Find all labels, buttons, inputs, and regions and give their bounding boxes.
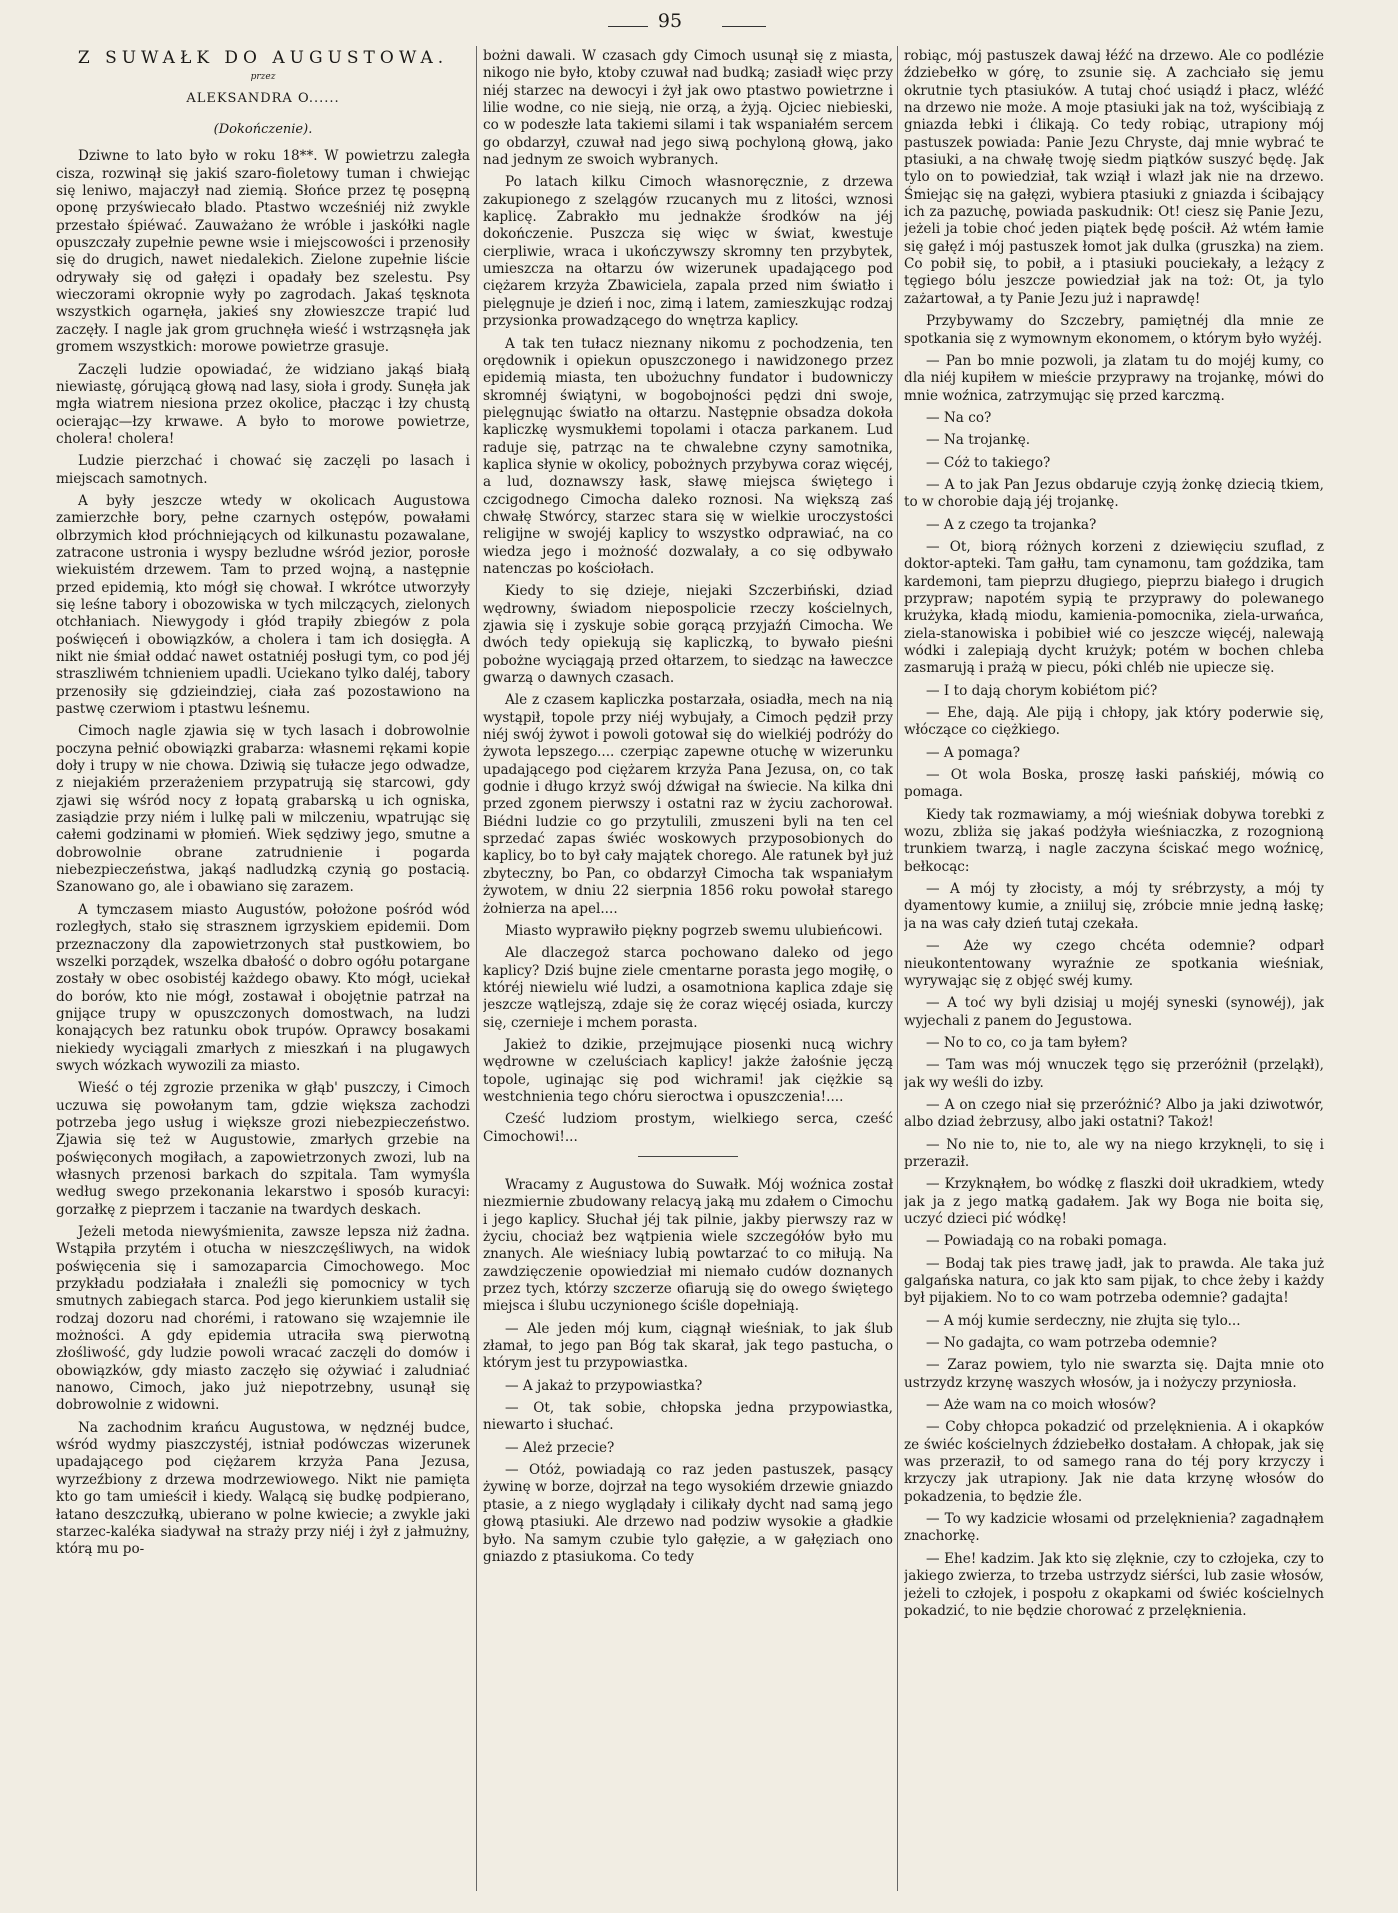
paragraph: Zaczęli ludzie opowiadać, że widziano jakąś białą niewiastę, górującą głową nad lasy, sioła i grody. Sunęła jak mgła wiatrem niesiona przez okolice, płacząc i łzy chustą ocierając—łzy krwawe. A było to morowe powietrze, cholera! cholera! xyxy=(56,361,470,447)
paragraph: — Na co? xyxy=(926,409,992,426)
paragraph: — Powiadają co na robaki pomaga. xyxy=(926,1233,1167,1250)
paragraph: — Pan bo mnie pozwoli, ja zlatam tu do mojéj kumy, co dla niéj kupiłem w mieście przyprawy na trojankę, mówi do mnie woźnica, zatrzymując się przed karczmą. xyxy=(904,352,1324,404)
paragraph: — Bodaj tak pies trawę jadł, jak to prawda. Ale taka już galgańska natura, co jak kto sam pijak, to chce żeby i każdy był pijakiem. No to co wam potrzeba odemnie? gadajta! xyxy=(904,1255,1324,1307)
paragraph: A były jeszcze wtedy w okolicach Augustowa zamierzchłe bory, pełne czarnych ostępów, powałami olbrzymich kłod próchniejących od kilkunastu pozawalane, zatracone ustronia i wyspy bezludne wśród jezior, porosłe wiekuistém drzewem. Tam to przed wojną, a następnie przed epidemią, kto mógł się chował. I wkrótce utworzyły się leśne tabory i obozowiska w tych milczących, zielonych otchłaniach. Niewygody i głód trapiły zbiegów z pola poświęceń i obowiązków, a cholera i tam ich dosięgła. A nikt nie śmiał oddać nawet ostatniéj posługi tym, co pod jéj straszliwém tchnieniem upadli. Uciekano tylko daléj, tabory przenosiły się gdzieindziej, ciała zaś pozostawiono na pastwę czerwiom i ptastwu leśnemu. xyxy=(56,492,470,718)
paragraph: Kiedy to się dzieje, niejaki Szczerbiński, dziad wędrowny, świadom niepospolicie rzeczy kościelnych, zjawia się i zyskuje sobie gorącą przyjaźń Cimocha. We dwóch tedy opiekują się kapliczką, to bywało pieśni pobożne wyciągają przed ołtarzem, to siedząc na ławeczce gwarzą o dawnych czasach. xyxy=(483,583,893,687)
paragraph: — A z czego ta trojanka? xyxy=(926,516,1097,533)
paragraph: — Ot, biorą różnych korzeni z dziewięciu szuflad, z doktor-apteki. Tam gałłu, tam cynamonu, tam goździka, tam kardemoni, tam pieprzu długiego, pieprzu białego i drugich przypraw; napotém sypią te przyprawy do polewanego krużyka, kładą miodu, kamienia-pomocnika, ziela-urwańca, ziela-stanowiska i pobibieł wié co jeszcze więcéj, nalewają wódki i zalepiają dycht krużyk; potém w bochen chleba zasmarują i prażą w piecu, póki chléb nie upiecze się. xyxy=(904,538,1324,677)
paragraph: — I to dają chorym kobiétom pić? xyxy=(926,682,1158,699)
column-1 xyxy=(56,48,470,1883)
paragraph: — Ot wola Boska, proszę łaski pańskiéj, mówią co pomaga. xyxy=(904,767,1324,801)
column-3 xyxy=(904,48,1324,1883)
paragraph: — A mój ty złocisty, a mój ty srébrzysty, a mój ty dyamentowy kumie, a zniiluj się, zróbcie mnie jedną łaskę; ja na was cały dzień tutaj czekała. xyxy=(904,881,1324,932)
paragraph: Jakież to dzikie, przejmujące piosenki nucą wichry wędrowne w czeluściach kaplicy! jakże żałośnie jęczą topole, uginając się pod wichrami! jak ciężkie są westchnienia tego chóru sieroctwa i opuszczenia!.... xyxy=(483,1036,893,1105)
paragraph: Na zachodnim krańcu Augustowa, w nędznéj budce, wśród wydmy piaszczystéj, istniał podówczas wizerunek upadającego pod ciężarem krzyża Pana Jezusa, wyrzeźbiony z drzewa modrzewiowego. Nikt nie pamięta kto go tam umieścił i kiedy. Walącą się budkę podpierano, łatano deszczułką, ubierano w polne kwiecie; a zwykle jaki starzec-kaléka siadywał na straży przy niéj i żył z jałmużny, którą mu po- xyxy=(56,1419,470,1558)
paragraph: — Otóż, powiadają co raz jeden pastuszek, pasący żywinę w borze, dojrzał na tego wysokiém drzewie gniazdo ptasie, a z niego wyglądały i cilikały dycht nad samą jego głową ptasiuki. Ale drzewo nad podziw wysokie a gładkie było. Na samym czubie tylo gałęzie, a w gałęziach ono gniazdo z ptasiukoma. Co tedy xyxy=(483,1462,893,1565)
article-author: ALEKSANDRA O...... xyxy=(186,90,340,106)
paragraph: — Ot, tak sobie, chłopska jedna przypowiastka, niewarto i słuchać. xyxy=(483,1400,893,1434)
paragraph: Ludzie pierzchać i chować się zaczęli po lasach i miejscach samotnych. xyxy=(56,453,470,487)
column-3-body xyxy=(904,48,1324,1620)
paragraph: — No gadajta, co wam potrzeba odemnie? xyxy=(926,1335,1217,1352)
paragraph: — Ależ przecie? xyxy=(505,1439,615,1456)
column-2-body xyxy=(483,48,893,1566)
article-title: Z SUWAŁK DO AUGUSTOWA. xyxy=(77,48,449,68)
paragraph: — Zaraz powiem, tylo nie swarzta się. Dajta mnie oto ustrzydz krzynę waszych włosów, ja i nożyczy przyniosła. xyxy=(904,1357,1324,1391)
section-separator xyxy=(638,1156,738,1157)
paragraph: A tak ten tułacz nieznany nikomu z pochodzenia, ten orędownik i opiekun opuszczonego i nawidzonego przez epidemią miasta, ten ubożuchny fundator i budowniczy skromnéj świątyni, w bogobojności pędzi dni swoje, pielęgnując światło na ołtarzu. Następnie obsadza dokoła kapliczkę wysmukłemi topolami i otacza parkanem. Lud raduje się, patrząc na te chwalebne czyny samotnika, kaplica słynie w okolicy, pobożnych przybywa coraz więcéj, a lud, doznawszy łask, sławę miejsca świętego i czcigodnego Cimocha daleko roznosi. Na większą zaś chwałę Stwórcy, starzec stara się w wielkie uroczystości religijne w swojéj kaplicy to wszystko odprawiać, na co wiedza jego i możność dozwalały, a co się odbywało natenczas po kościołach. xyxy=(483,335,893,577)
paragraph: Ale z czasem kapliczka postarzała, osiadła, mech na nią wystąpił, topole przy niéj wybujały, a Cimoch pędził przy niéj swój żywot i powoli gotował się do wielkiéj podróży do żywota lepszego.... czerpiąc zapewne otuchę w wizerunku upadającego pod ciężarem krzyża Pana Jezusa, on, co tak godnie i długo krzyż swój dźwigał na świecie. Na kilka dni przed zgonem pierwszy i ostatni raz w życiu zachorował. Biédni ludzie co go przytulili, zmuszeni byli na ten cel sprzedać zapas świéc woskowych przyposobionych do kaplicy, bo to był cały majątek chorego. Ale ratunek był już zbyteczny, bo Pan, co obdarzył Cimocha tak wspaniałym żywotem, w dniu 22 sierpnia 1856 roku powołał starego żołnierza na apel.... xyxy=(483,692,893,917)
paragraph: — Tam was mój wnuczek tęgo się przeróżnił (przeląkł), jak wy weśli do izby. xyxy=(904,1057,1324,1091)
paragraph: robiąc, mój pastuszek dawaj łéźć na drzewo. Ale co podlézie ździebełko w górę, to zsunie się. A zachciało się jemu okrutnie tych ptasiuków. A tutaj choć usiądź i płacz, wléźć na drzewo nie może. A moje ptasiuki jak na toż, wyścibiają z gniazda łebki i ćlikają. Co tedy robiąc, utrapiony mój pastuszek powiada: Panie Jezu Chryste, daj mnie wybrać te ptasiuki, a na chwałę twoję siedm piątków suszyć będę. Jak tylo on to powiedział, tak wziął i wlazł jak nie na drzewo. Śmiejąc się na gałęzi, wybiera ptasiuki z gniazda i ścibający ich za pazuchę, powiada paskudnik: Ot! ciesz się Panie Jezu, jeżeli ja tobie choć jeden piątek będę pościł. Aż wtém łamie się gałęź i mój pastuszek łomot jak dulka (gruszka) na ziem. Co pobił się, to pobił, a i ptasiuki pouciekały, a leżący z tęgiego bólu jeszcze powiedział jak na toż: Ot, ja tylo zażartował, a ty Panie Jezu już i naprawdę! xyxy=(904,48,1324,307)
paragraph: — Aże wam na co moich włosów? xyxy=(926,1397,1156,1414)
page-number: 95 xyxy=(657,10,683,32)
paragraph: — Ehe, dają. Ale piją i chłopy, jak który poderwie się, włóczące co ciężkiego. xyxy=(904,705,1324,739)
column-1-body xyxy=(56,148,470,1558)
paragraph: — Na trojankę. xyxy=(926,432,1031,449)
column-divider-2 xyxy=(897,46,898,1891)
paragraph: — No nie to, nie to, ale wy na niego krzyknęli, to się i przeraził. xyxy=(904,1136,1324,1170)
paragraph: — Ehe! kadzim. Jak kto się zlęknie, czy to człojeka, czy to jakiego zwierza, to trzeba ustrzydz siérści, lub zasie włosów, jeżeli to człojek, i pospołu z okapkami od świéc kościelnych pokadzić, to nie będzie chorować z przelęknienia. xyxy=(904,1550,1324,1619)
paragraph: Cimoch nagle zjawia się w tych lasach i dobrowolnie poczyna pełnić obowiązki grabarza: własnemi rękami kopie doły i trupy w nie chowa. Dziwią się tułacze jego odwadze, z niejakiém przerażeniem przypatrują się starcowi, gdy zjawi się wśród nocy z łopatą grabarską u ich ogniska, zasiądzie przy niém i lulkę pali w milczeniu, wpatrując się całemi godzinami w płomień. Wiek sędziwy jego, smutne a dobrowolnie obrane zatrudnienie i pogarda niebezpieczeństwa, jakąś nadludzką czynią go postacią. Szanowano go, ale i obawiano się zarazem. xyxy=(56,723,470,896)
paragraph: — Krzyknąłem, bo wódkę z flaszki doił ukradkiem, wtedy jak ja z jego matką gadałem. Jak wy Boga nie boita się, uczyć dzieci pić wódkę! xyxy=(904,1176,1324,1227)
paragraph: — Coby chłopca pokadzić od przelęknienia. A i okapków ze świéc kościelnych ździebełko dostałam. A chłopak, jak się was przeraził, to od samego rana do téj pory krzyczy i krzyczy jak utrapiony. Jak nie data krzynę włosów do pokadzenia, to będzie źle. xyxy=(904,1419,1324,1505)
article-header xyxy=(56,50,470,138)
paragraph: A tymczasem miasto Augustów, położone pośród wód rozległych, stało się strasznem igrzyskiem epidemii. Dom przeznaczony dla zapowietrzonych stał pustkowiem, bo wszelki porządek, wszelka dbałość o dobro ogółu potargane zostały w obec osobistéj każdego obawy. Kto mógł, uciekał do borów, kto nie mógł, zostawał i obojętnie patrzał na gnijące trupy w opuszczonych domostwach, na ludzi konających bez ratunku obok trupów. Oprawcy bosakami niekiedy wyciągali zmarłych z mieszkań i na plugawych swych wózkach wywozili za miasto. xyxy=(56,901,470,1074)
paragraph: — A jakaż to przypowiastka? xyxy=(505,1377,703,1394)
paragraph: Ale dlaczegoż starca pochowano daleko od jego kaplicy? Dziś bujne ziele cmentarne porasta jego mogiłę, o któréj niewielu wié ludzi, a osamotniona kaplica zdaje się jeszcze wątlejszą, zdaje się że coraz więcéj osiada, kurczy się, czernieje i mchem porasta. xyxy=(483,945,893,1031)
column-2 xyxy=(483,48,893,1883)
header-rule-right xyxy=(722,26,766,27)
paragraph: — A pomaga? xyxy=(926,744,1021,761)
paragraph: — A toć wy byli dzisiaj u mojéj syneski (synowéj), jak wyjechali z panem do Jegustowa. xyxy=(904,995,1324,1029)
paragraph: bożni dawali. W czasach gdy Cimoch usunął się z miasta, nikogo nie było, ktoby czuwał nad budką; zasiadł więc przy niéj starzec na dewocyi i żył jak owo ptastwo powietrzne i lilie wodne, co nie sieją, nie orzą, a żyją. Ojciec niebieski, co w podeszłe lata takiemi silami i tak wspaniałém sercem go obdarzył, czuwał nad jego siwą pochyloną głową, jako nad jednym ze swoich wybranych. xyxy=(483,48,893,169)
paragraph: — A mój kumie serdeczny, nie złujta się tylo... xyxy=(926,1312,1241,1329)
article-continued-note: (Dokończenie). xyxy=(213,122,313,138)
paragraph: Cześć ludziom prostym, wielkiego serca, cześć Cimochowi!... xyxy=(483,1111,893,1145)
paragraph: — To wy kadzicie włosami od przelęknienia? zagadnąłem znachorkę. xyxy=(904,1511,1324,1545)
paragraph: Dziwne to lato było w roku 18**. W powietrzu zaległa cisza, rozwinął się jakiś szaro-fioletowy tuman i chwiejąc się leniwo, majaczył nad ziemią. Słońce przez tę posępną oponę przyświecało blado. Ptastwo wcześniéj niż zwykle przestało śpiéwać. Zauważano że wróble i jaskółki nagle opuszczały zupełnie pewne wsie i miejscowości i przenosiły się do drugich, nawet niedalekich. Zielone zupełnie liście odrywały się od gałęzi i opadały bez szelestu. Psy wieczorami okropnie wyły po zagrodach. Jakaś tęsknota wszystkich ogarnęła, jakieś sny złowieszcze trapić lud zaczęły. I nagle jak grom gruchnęła wieść i wstrząsnęła jak gromem wszystkich: morowe powietrze grasuje. xyxy=(56,148,470,356)
paragraph: Wracamy z Augustowa do Suwałk. Mój woźnica został niezmiernie zbudowany relacyą jaką mu zdałem o Cimochu i jego kaplicy. Słuchał jéj tak pilnie, jakby pierwszy raz w życiu, chociaż bez wątpienia wiele szczegółów było mu znanych. Ale wieśniacy lubią powtarzać to co miłują. Na zawdzięczenie opowiedział mi niemało cudów doznanych przez tych, którzy szczerze ofiarują się do owego świętego miejsca i ślubu uczynionego ściśle dopełniają. xyxy=(483,1176,893,1315)
column-divider-1 xyxy=(476,46,477,1891)
paragraph: Po latach kilku Cimoch własnoręcznie, z drzewa zakupionego z szelągów rzucanych mu z litości, wznosi kaplicę. Zabrakło mu jednakże środków na jéj dokończenie. Puszcza się więc w świat, kwestuje cierpliwie, wraca i ukończywszy skromny ten przybytek, umieszcza na ołtarzu ów wizerunek upadającego pod ciężarem krzyża Zbawiciela, zapala przed nim światło i pielęgnuje je dzień i noc, zimą i latem, zamieszkując rodzaj przysionka prowadzącego do wnętrza kaplicy. xyxy=(483,174,893,330)
paragraph: — A on czego niał się przeróżnić? Albo ja jaki dziwotwór, albo dziad żebrzusy, albo jaki ostatni? Takoż! xyxy=(904,1096,1324,1131)
paragraph: Wieść o téj zgrozie przenika w głąb' puszczy, i Cimoch uczuwa się powołanym tam, gdzie większa zachodzi potrzeba jego usług i większe grozi niebezpieczeństwo. Zjawia się też w Augustowie, zmarłych grzebie na poświęconych mogiłach, a zapowietrzonych zwozi, lub na własnych przenosi barkach do szpitala. Tam wymyśla według swego przekonania lekarstwo i sposób kuracyi: gorzałkę z pieprzem i taczanie na twardych deskach. xyxy=(56,1080,470,1218)
paragraph: Miasto wyprawiło piękny pogrzeb swemu ulubieńcowi. xyxy=(505,922,883,939)
paragraph: Jeżeli metoda niewyśmienita, zawsze lepsza niż żadna. Wstąpiła przytém i otucha w nieszczęśliwych, na widok poświęcenia się i samozaparcia Cimochowego. Moc przykładu podziałała i znaleźli się pomocnicy w tych smutnych zabiegach starca. Pod jego kierunkiem ustalił się rodzaj dozoru nad chorémi, i ratowano się wzajemnie ile możności. A gdy epidemia utraciła swą pierwotną złośliwość, gdy ludzie powoli wracać zaczęli do domów i obowiązków, gdy miasto zaczęło się ożywiać i zaludniać nanowo, Cimoch, jako już niepotrzebny, usunął się dobrowolnie z widowni. xyxy=(56,1224,470,1414)
paragraph: — Cóż to takiego? xyxy=(926,454,1051,471)
paragraph: Przybywamy do Szczebry, pamiętnéj dla mnie ze spotkania się z wymownym ekonomem, o którym było wyżéj. xyxy=(904,313,1324,347)
paragraph: — No to co, co ja tam byłem? xyxy=(926,1034,1128,1051)
paragraph: — Ale jeden mój kum, ciągnął wieśniak, to jak ślub złamał, to jego pan Bóg tak skarał, jak tego pastucha, o którym jest tu przypowiastka. xyxy=(483,1320,893,1372)
paragraph: Kiedy tak rozmawiamy, a mój wieśniak dobywa torebki z wozu, zbliża się jakaś podżyła wieśniaczka, z rozognioną trunkiem twarzą, i nagle zaczyna ściskać mego woźnicę, bełkocąc: xyxy=(904,806,1324,875)
paragraph: — Aże wy czego chcéta odemnie? odparł nieukontentowany wyraźnie ze spotkania wieśniak, wyrywając się z objęć swéj kumy. xyxy=(904,938,1324,989)
paragraph: — A to jak Pan Jezus obdaruje czyją żonkę dziecią tkiem, to w chorobie dają jéj trojankę. xyxy=(904,476,1324,511)
article-byline: przez xyxy=(250,72,276,83)
